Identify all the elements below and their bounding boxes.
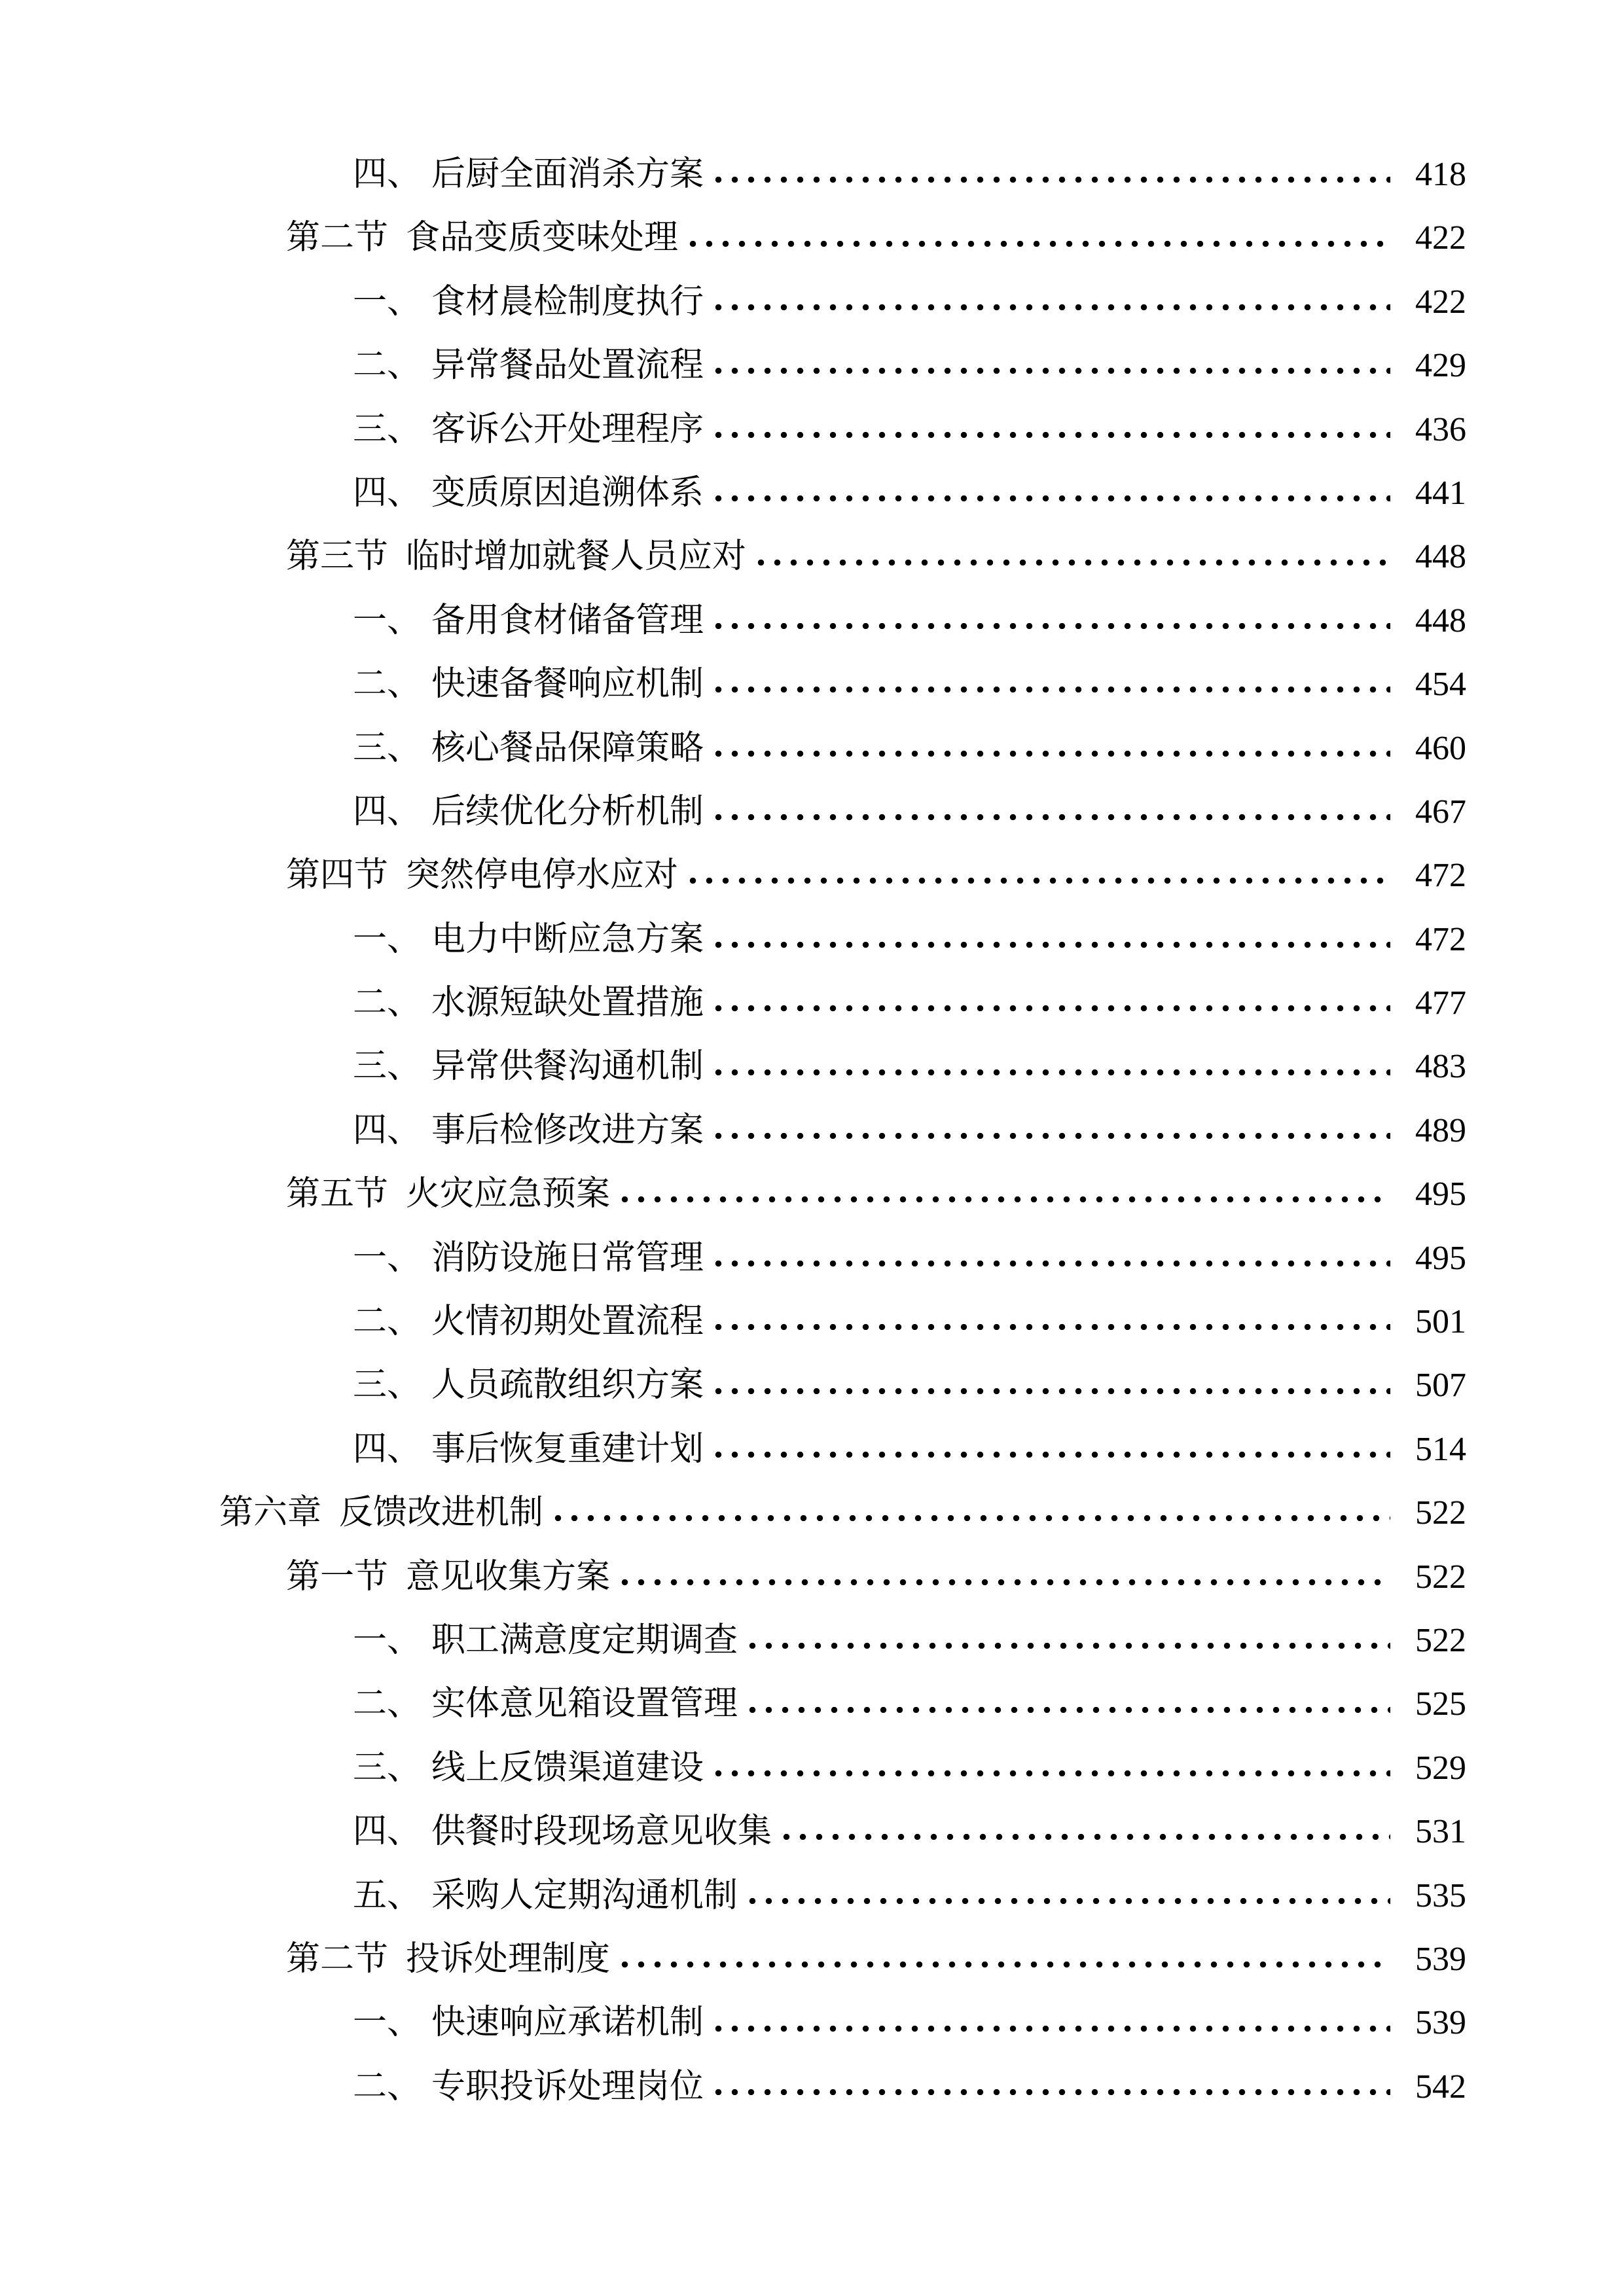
toc-entry-label: 四、 [353, 1111, 422, 1149]
toc-dot-leader [750, 525, 1390, 588]
toc-dot-leader [708, 334, 1390, 397]
toc-entry-item[interactable] [219, 1099, 1466, 1162]
toc-entry-item[interactable] [219, 1290, 1466, 1354]
toc-page-number: 514 [1415, 1430, 1466, 1468]
toc-entry-section[interactable] [219, 1545, 1466, 1609]
toc-dot-leader [708, 1035, 1390, 1098]
toc-page-number: 489 [1415, 1111, 1466, 1149]
toc-dot-leader [614, 1162, 1390, 1226]
toc-entry-title: 实体意见箱设置管理 [431, 1685, 738, 1723]
toc-page-number: 460 [1415, 729, 1466, 767]
toc-dot-leader [708, 1991, 1390, 2054]
toc-entry-label: 三、 [353, 410, 422, 448]
toc-entry-label: 五、 [353, 1876, 422, 1914]
toc-page-number: 422 [1415, 219, 1466, 257]
toc-entry-item[interactable] [219, 1418, 1466, 1481]
toc-entry-item[interactable] [219, 780, 1466, 844]
toc-entry-title: 火情初期处置流程 [431, 1303, 704, 1341]
toc-entry-label: 二、 [353, 2068, 422, 2106]
toc-entry-label: 一、 [353, 1621, 422, 1659]
toc-entry-title: 投诉处理制度 [406, 1940, 611, 1978]
toc-entry-item[interactable] [219, 461, 1466, 525]
toc-entry-item[interactable] [219, 653, 1466, 716]
toc-dot-leader [708, 143, 1390, 206]
toc-dot-leader [708, 1736, 1390, 1800]
toc-entry-title: 事后检修改进方案 [431, 1111, 704, 1149]
toc-entry-section[interactable] [219, 844, 1466, 907]
toc-entry-title: 变质原因追溯体系 [431, 474, 704, 512]
toc-dot-leader [708, 1354, 1390, 1417]
toc-page-number: 542 [1415, 2068, 1466, 2106]
toc-page-number: 448 [1415, 538, 1466, 576]
toc-entry-title: 意见收集方案 [406, 1558, 611, 1596]
toc-entry-item[interactable] [219, 717, 1466, 780]
toc-entry-title: 后厨全面消杀方案 [431, 156, 704, 193]
toc-entry-label: 四、 [353, 156, 422, 193]
toc-page-number: 429 [1415, 347, 1466, 385]
toc-page-number: 495 [1415, 1239, 1466, 1277]
toc-dot-leader [614, 1928, 1390, 1991]
toc-entry-label: 第四节 [286, 857, 389, 895]
toc-entry-item[interactable] [219, 1354, 1466, 1417]
toc-dot-leader [742, 1609, 1390, 1672]
toc-entry-label: 一、 [353, 1239, 422, 1277]
toc-entry-section[interactable] [219, 1162, 1466, 1226]
toc-entry-item[interactable] [219, 1864, 1466, 1928]
toc-dot-leader [708, 398, 1390, 461]
toc-entry-label: 三、 [353, 1749, 422, 1787]
toc-page-number: 539 [1415, 1940, 1466, 1978]
toc-entry-label: 四、 [353, 474, 422, 512]
toc-dot-leader [708, 2055, 1390, 2119]
toc-entry-label: 四、 [353, 1430, 422, 1468]
toc-page-number: 483 [1415, 1048, 1466, 1086]
toc-dot-leader [776, 1800, 1390, 1863]
toc-dot-leader [708, 717, 1390, 780]
toc-entry-label: 第二节 [286, 1940, 389, 1978]
toc-page-number: 477 [1415, 984, 1466, 1022]
toc-entry-label: 二、 [353, 1685, 422, 1723]
toc-entry-title: 后续优化分析机制 [431, 793, 704, 831]
toc-dot-leader [708, 1290, 1390, 1354]
toc-entry-section[interactable] [219, 525, 1466, 588]
toc-entry-item[interactable] [219, 398, 1466, 461]
toc-entry-title: 人员疏散组织方案 [431, 1367, 704, 1405]
toc-dot-leader [682, 844, 1390, 907]
toc-entry-label: 三、 [353, 729, 422, 767]
toc-dot-leader [708, 780, 1390, 844]
toc-page-number: 472 [1415, 920, 1466, 958]
toc-entry-title: 事后恢复重建计划 [431, 1430, 704, 1468]
toc-dot-leader [708, 270, 1390, 334]
toc-page-number: 454 [1415, 666, 1466, 704]
toc-entry-label: 二、 [353, 666, 422, 704]
toc-entry-chapter[interactable] [219, 1481, 1466, 1545]
toc-entry-title: 快速备餐响应机制 [431, 666, 704, 704]
toc-dot-leader [742, 1672, 1390, 1736]
toc-entry-item[interactable] [219, 1227, 1466, 1290]
toc-entry-title: 异常餐品处置流程 [431, 347, 704, 385]
toc-page-number: 507 [1415, 1367, 1466, 1405]
toc-entry-label: 一、 [353, 2004, 422, 2042]
toc-entry-label: 第六章 [219, 1494, 322, 1532]
toc-page-number: 531 [1415, 1813, 1466, 1851]
toc-page-number: 472 [1415, 857, 1466, 895]
toc-entry-title: 食品变质变味处理 [406, 219, 679, 257]
toc-entry-title: 突然停电停水应对 [406, 857, 679, 895]
toc-entry-title: 核心餐品保障策略 [431, 729, 704, 767]
toc-entry-title: 线上反馈渠道建设 [431, 1749, 704, 1787]
toc-entry-item[interactable] [219, 1609, 1466, 1672]
toc-entry-item[interactable] [219, 908, 1466, 971]
toc-page-number: 522 [1415, 1558, 1466, 1596]
toc-page-number: 441 [1415, 474, 1466, 512]
toc-page-number: 495 [1415, 1175, 1466, 1213]
toc-dot-leader [708, 908, 1390, 971]
toc-entry-label: 四、 [353, 793, 422, 831]
toc-page-number: 418 [1415, 156, 1466, 193]
toc-entry-label: 第二节 [286, 219, 389, 257]
toc-entry-title: 快速响应承诺机制 [431, 2004, 704, 2042]
toc-dot-leader [708, 653, 1390, 716]
toc-entry-item[interactable] [219, 2055, 1466, 2119]
toc-entry-title: 备用食材储备管理 [431, 601, 704, 639]
toc-dot-leader [547, 1481, 1390, 1545]
toc-page-number: 529 [1415, 1749, 1466, 1787]
toc-page-number: 522 [1415, 1621, 1466, 1659]
toc-entry-label: 第三节 [286, 538, 389, 576]
toc-entry-section[interactable] [219, 1928, 1466, 1991]
toc-entry-label: 二、 [353, 347, 422, 385]
toc-entry-label: 第一节 [286, 1558, 389, 1596]
toc-entry-item[interactable] [219, 1035, 1466, 1098]
toc-page-number: 422 [1415, 283, 1466, 321]
toc-entry-label: 一、 [353, 283, 422, 321]
toc-entry-title: 采购人定期沟通机制 [431, 1876, 738, 1914]
toc-entry-item[interactable] [219, 270, 1466, 334]
toc-entry-title: 供餐时段现场意见收集 [431, 1813, 772, 1851]
toc-entry-title: 消防设施日常管理 [431, 1239, 704, 1277]
toc-entry-label: 一、 [353, 601, 422, 639]
toc-page-number: 448 [1415, 601, 1466, 639]
toc-page-number: 522 [1415, 1494, 1466, 1532]
toc-entry-label: 三、 [353, 1048, 422, 1086]
toc-entry-title: 反馈改进机制 [339, 1494, 544, 1532]
toc-dot-leader [708, 971, 1390, 1035]
toc-dot-leader [682, 206, 1390, 270]
toc-page-number: 535 [1415, 1876, 1466, 1914]
toc-page-number: 436 [1415, 410, 1466, 448]
toc-entry-section[interactable] [219, 206, 1466, 270]
toc-entry-label: 第五节 [286, 1175, 389, 1213]
toc-dot-leader [708, 461, 1390, 525]
toc-entry-item[interactable] [219, 1800, 1466, 1863]
toc-entry-label: 二、 [353, 984, 422, 1022]
toc-page-number: 525 [1415, 1685, 1466, 1723]
toc-entry-item[interactable] [219, 1672, 1466, 1736]
toc-dot-leader [708, 1227, 1390, 1290]
toc-page-number: 467 [1415, 793, 1466, 831]
toc-entry-item[interactable] [219, 1991, 1466, 2054]
toc-dot-leader [742, 1864, 1390, 1928]
toc-page-number: 501 [1415, 1303, 1466, 1341]
toc-dot-leader [708, 1418, 1390, 1481]
toc-entry-title: 临时增加就餐人员应对 [406, 538, 747, 576]
toc-entry-item[interactable] [219, 334, 1466, 397]
toc-entry-label: 四、 [353, 1813, 422, 1851]
toc-entry-title: 异常供餐沟通机制 [431, 1048, 704, 1086]
toc-entry-title: 水源短缺处置措施 [431, 984, 704, 1022]
toc-entry-title: 客诉公开处理程序 [431, 410, 704, 448]
toc-dot-leader [708, 589, 1390, 653]
toc-entry-title: 食材晨检制度执行 [431, 283, 704, 321]
toc-entry-title: 职工满意度定期调查 [431, 1621, 738, 1659]
toc-entry-item[interactable] [219, 143, 1466, 206]
toc-entry-item[interactable] [219, 1736, 1466, 1800]
toc-entry-item[interactable] [219, 971, 1466, 1035]
toc-entry-label: 二、 [353, 1303, 422, 1341]
toc-entry-title: 电力中断应急方案 [431, 920, 704, 958]
toc-entry-title: 专职投诉处理岗位 [431, 2068, 704, 2106]
toc-entry-label: 三、 [353, 1367, 422, 1405]
toc-entry-label: 一、 [353, 920, 422, 958]
toc-dot-leader [614, 1545, 1390, 1609]
toc-entry-item[interactable] [219, 589, 1466, 653]
toc-entry-title: 火灾应急预案 [406, 1175, 611, 1213]
toc-page-number: 539 [1415, 2004, 1466, 2042]
toc-dot-leader [708, 1099, 1390, 1162]
